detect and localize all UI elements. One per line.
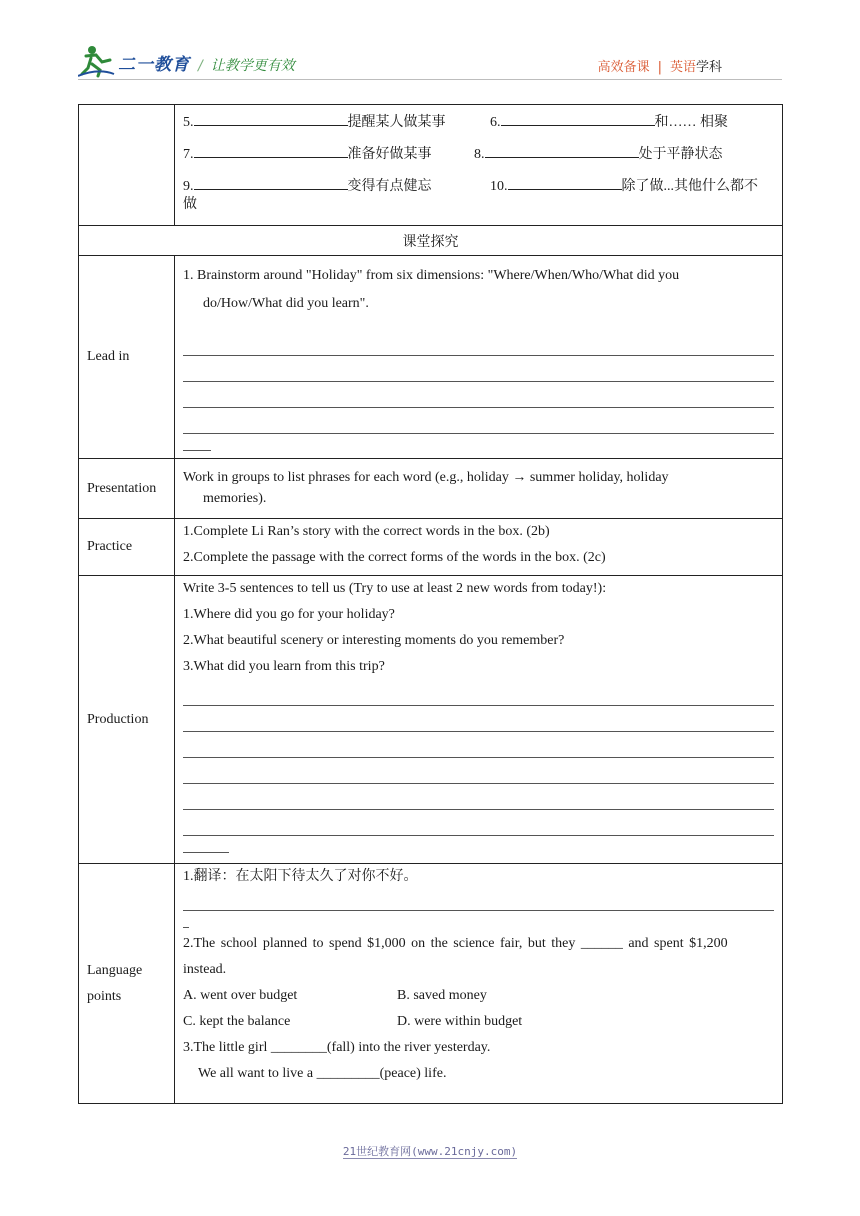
subject-tag-a: 高效备课 [597,60,650,75]
vocab-cell [175,105,783,226]
vocab-row [79,105,783,226]
answer-line[interactable] [183,408,774,434]
slogan: / 让教学更有效 [198,58,295,74]
subject-label: 高效备课 | 英语学科 [597,60,722,75]
production-row [79,576,783,864]
vocab-item-7 [183,141,432,163]
answer-line[interactable] [183,680,774,706]
answer-line[interactable] [183,356,774,382]
lead-in-task-line1: 1. Brainstorm around "Holiday" from six dimensions: "Where/When/Who/What did you [183,268,680,283]
answer-line[interactable] [183,810,774,836]
language-points-cell [175,864,783,1104]
vocab-num-9: 9. [183,179,194,194]
answer-line-end[interactable] [183,836,229,853]
subject-tag-c: 学科 [695,60,722,75]
vocab-item-8 [474,141,723,163]
answer-line[interactable] [183,330,774,356]
vocab-text-5: 提醒某人做某事 [347,115,446,130]
production-cell [175,576,783,864]
vocab-item-10 [490,173,758,195]
language-points-label-2: points [87,988,122,1004]
production-question-3: 3.What did you learn from this trip? [183,659,385,674]
vocab-text-6: 和…… 相聚 [654,115,728,130]
lesson-table [78,104,783,1104]
practice-item-2: 2.Complete the passage with the correct forms of the words in the box. (2c) [183,550,606,565]
presentation-cell [175,459,783,519]
language-points-row [79,864,783,1104]
answer-line[interactable] [183,706,774,732]
lead-in-task-line2: do/How/What did you learn". [203,296,369,311]
translation-question: 1.翻译：在太阳下待太久了对你不好。 [183,869,418,884]
presentation-label: Presentation [79,459,175,519]
section-header-row [79,226,783,256]
language-points-label-1: Language [87,962,143,978]
header-divider [78,79,782,80]
slogan-text: 让教学更有效 [210,58,295,74]
lead-in-label: Lead in [79,256,175,459]
vocab-text-10: 除了做...其他什么都不 [621,179,758,194]
logo-text: 二一教育 [118,55,190,75]
lead-in-cell [175,256,783,459]
answer-line[interactable] [183,758,774,784]
production-intro: Write 3-5 sentences to tell us (Try to use at least 2 new words from today!): [183,581,607,596]
answer-line[interactable] [183,382,774,408]
answer-line-end[interactable] [183,911,189,928]
option-d[interactable]: D. were within budget [397,1014,523,1029]
vocab-label-cell [79,105,175,226]
presentation-line1: Work in groups to list phrases for each word (e.g., holiday → summer holiday, holiday [183,470,669,485]
answer-line[interactable] [183,732,774,758]
vocab-text-7: 准备好做某事 [347,147,432,162]
vocab-text-9: 变得有点健忘 [347,179,432,194]
practice-item-1: 1.Complete Li Ran’s story with the correct words in the box. (2b) [183,524,550,539]
presentation-row [79,459,783,519]
choice-question-line1: 2.The school planned to spend $1,000 on the science fair, but they ______ and spent $1,200 [183,936,728,951]
vocab-num-7: 7. [183,147,194,162]
answer-line[interactable] [183,784,774,810]
vocab-item-5 [183,109,446,131]
option-c[interactable]: C. kept the balance [183,1014,291,1029]
fill-question-2: We all want to live a _________(peace) life. [198,1066,447,1081]
fill-question-1: 3.The little girl ________(fall) into the river yesterday. [183,1040,491,1055]
vocab-num-6: 6. [490,115,501,130]
production-label: Production [79,576,175,864]
vocab-num-5: 5. [183,115,194,130]
practice-label: Practice [79,519,175,576]
practice-cell [175,519,783,576]
subject-tag-b: 英语 [669,60,696,75]
section-title: 课堂探究 [79,226,783,256]
presentation-line2: memories). [203,491,267,506]
production-question-1: 1.Where did you go for your holiday? [183,607,395,622]
lead-in-row [79,256,783,459]
vocab-text-8: 处于平静状态 [638,147,723,162]
practice-row [79,519,783,576]
answer-line-end[interactable] [183,434,211,451]
vocab-item-6 [490,109,728,131]
option-a[interactable]: A. went over budget [183,988,298,1003]
vocab-num-10: 10. [490,179,508,194]
language-points-label [79,864,175,1104]
footer-source[interactable] [0,1143,860,1159]
footer-link[interactable]: 21世纪教育网(www.21cnjy.com) [342,1145,518,1158]
production-question-2: 2.What beautiful scenery or interesting moments do you remember? [183,633,565,648]
option-b[interactable]: B. saved money [397,988,487,1003]
answer-line[interactable] [183,890,774,911]
page-header [78,42,782,82]
vocab-item-9 [183,173,432,195]
vocab-text-10-wrap: 做 [183,197,197,212]
vocab-num-8: 8. [474,147,485,162]
choice-question-line2: instead. [183,962,227,977]
